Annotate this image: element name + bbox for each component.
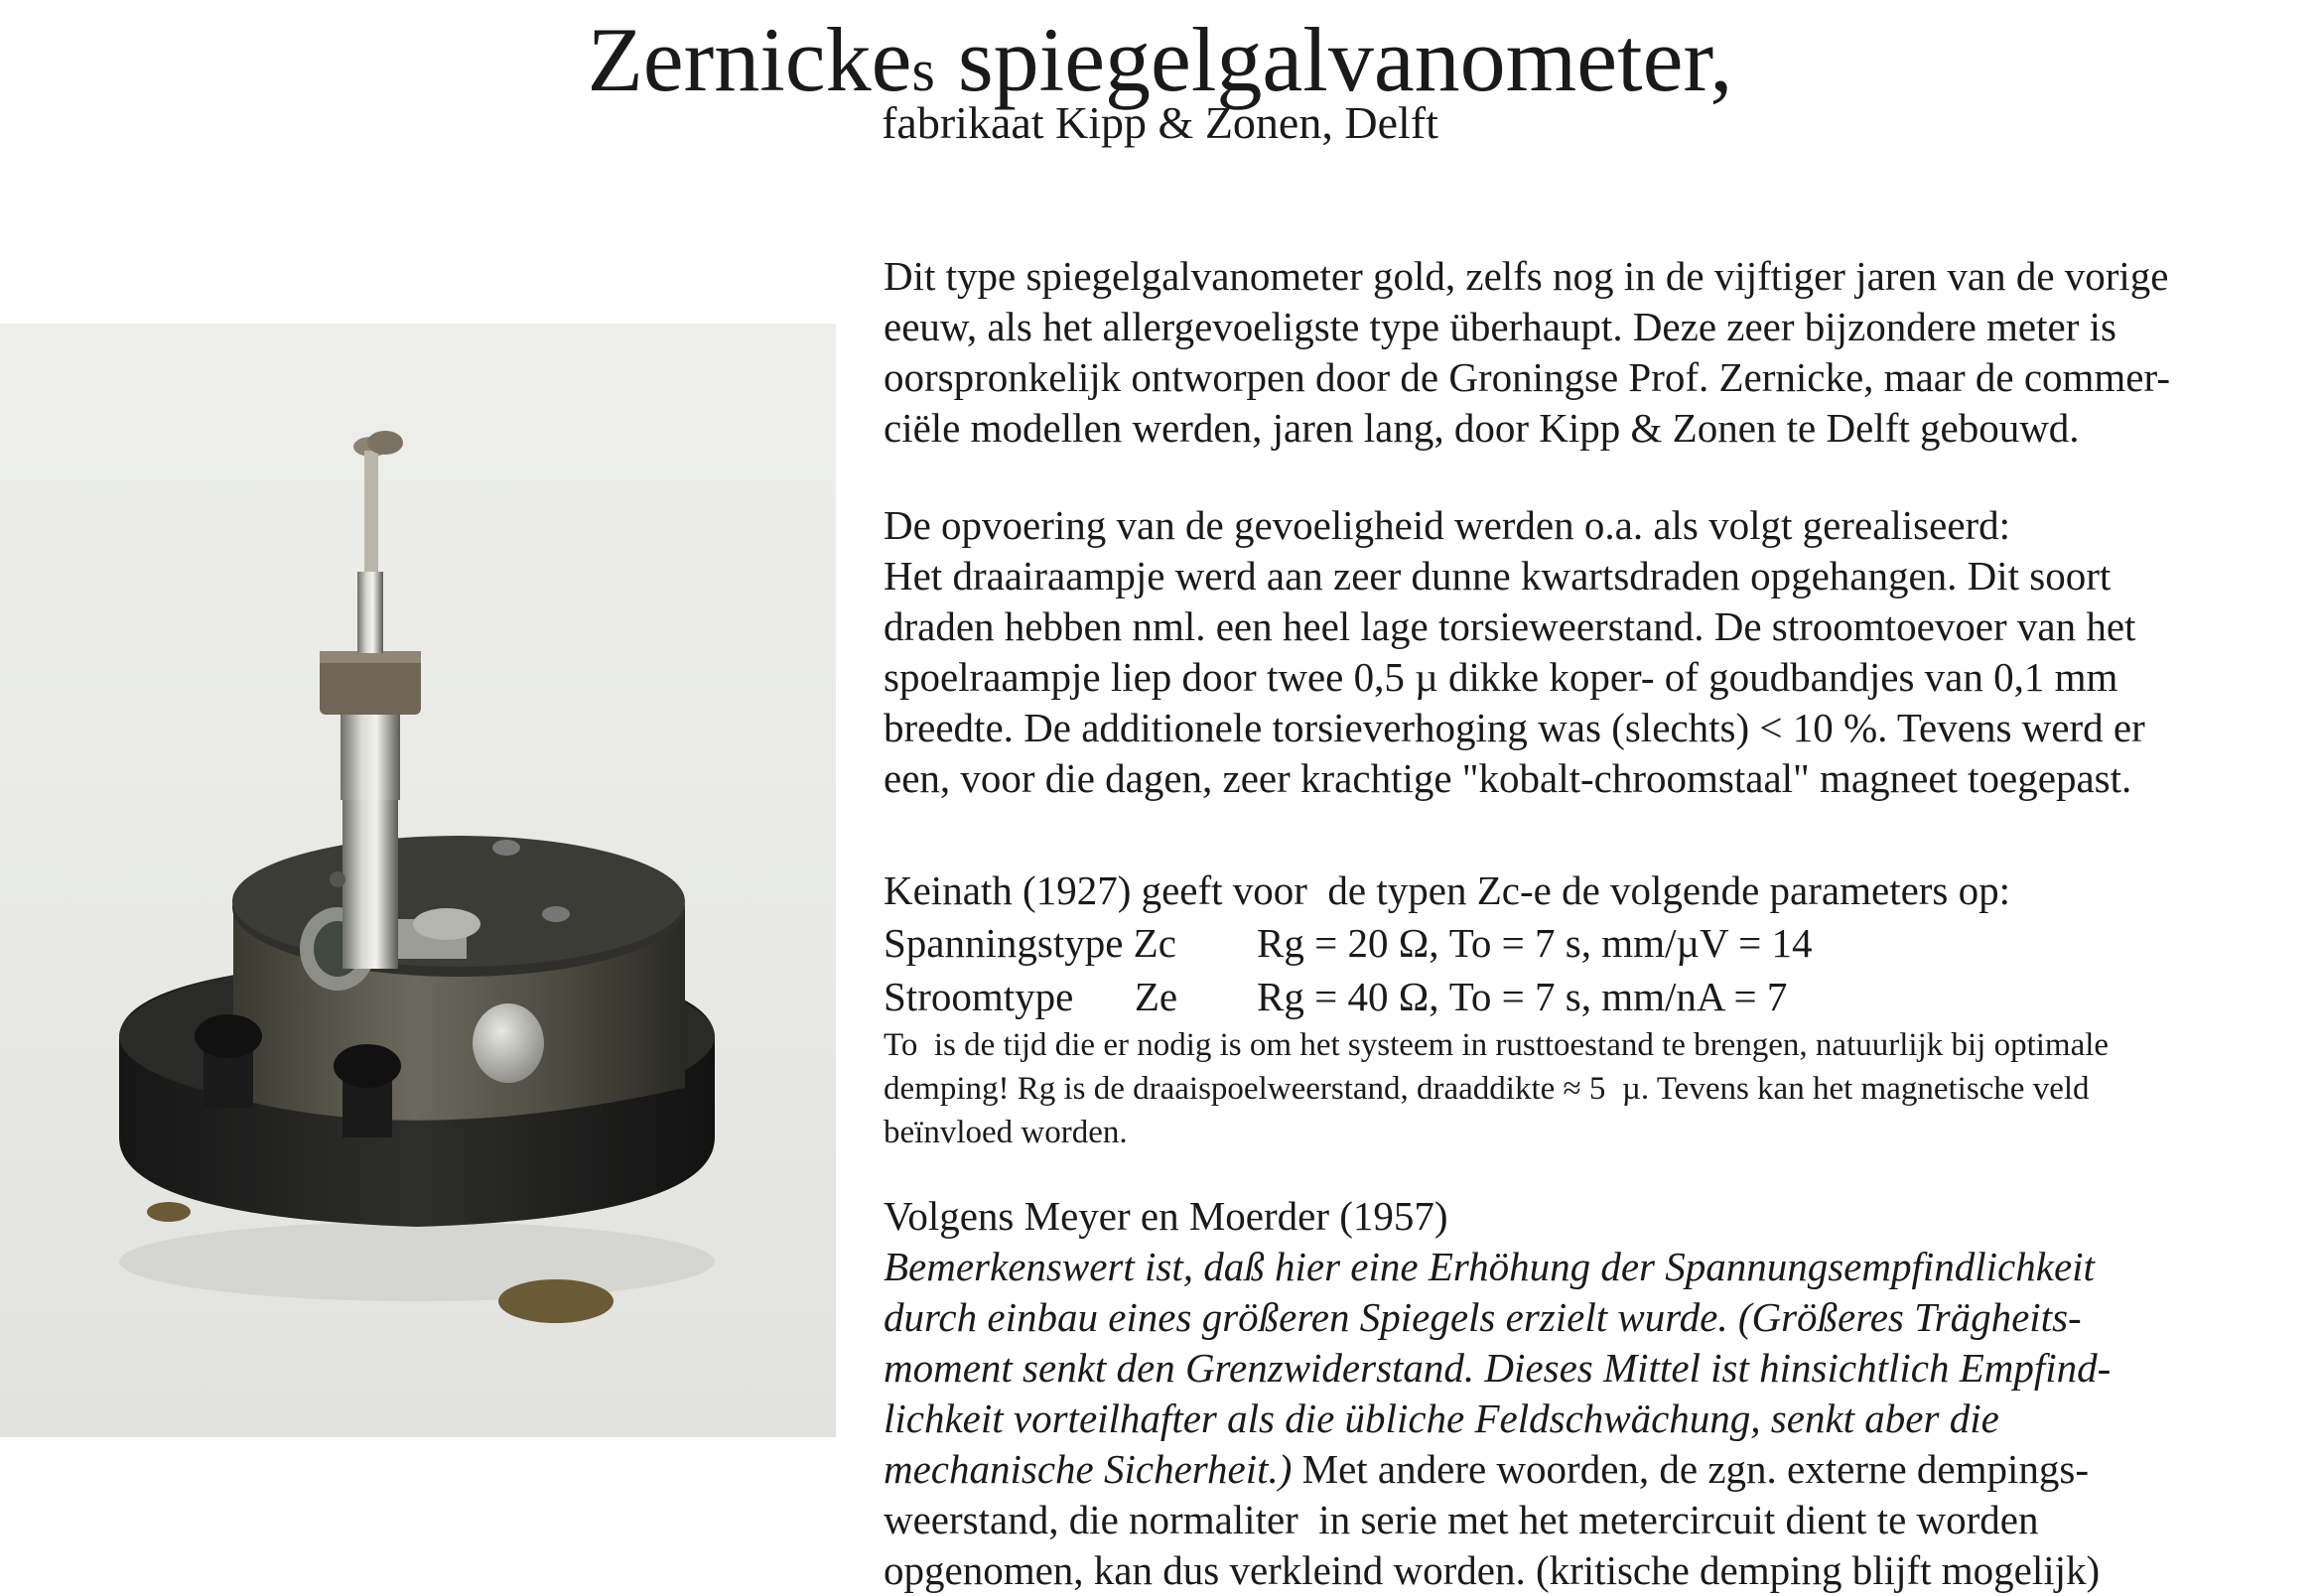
text-line: breedte. De additionele torsieverhoging was (slechts) < 10 %. Tevens werd er [884, 705, 2145, 750]
quote-line: lichkeit vorteilhafter als die übliche Feldschwächung, senkt aber die [884, 1396, 1999, 1441]
text-line: draden hebben nml. een heel lage torsieweerstand. De stroomtoevoer van het [884, 603, 2136, 649]
text-line: spoelraampje liep door twee 0,5 µ dikke koper- of goudbandjes van 0,1 mm [884, 654, 2118, 700]
text-line: oorspronkelijk ontworpen door de Groningse Prof. Zernicke, maar de commer- [884, 354, 2170, 400]
text-line: ciële modellen werden, jaren lang, door Kipp & Zonen te Delft gebouwd. [884, 405, 2080, 451]
sensitivity-paragraph [884, 500, 2319, 804]
galvanometer-photo [0, 324, 836, 1437]
page-subtitle: fabrikaat Kipp & Zonen, Delft [882, 97, 1438, 148]
param-row-ze [884, 970, 2319, 1023]
note-line: demping! Rg is de draaispoelweerstand, draaddikte ≈ 5 µ. Tevens kan het magnetische veld [884, 1071, 2090, 1107]
text-line: eeuw, als het allergevoeligste type überhaupt. Deze zeer bijzondere meter is [884, 304, 2116, 349]
quote-line: Bemerkenswert ist, daß hier eine Erhöhung der Spannungsempfindlichkeit [884, 1244, 2095, 1289]
text-line: Keinath (1927) geeft voor de typen Zc-e de volgende parameters op: [884, 867, 2011, 913]
text-line: Het draairaampje werd aan zeer dunne kwartsdraden opgehangen. Dit soort [884, 553, 2112, 598]
quote-end: mechanische Sicherheit.) [884, 1446, 1293, 1492]
param-values: Rg = 20 Ω, To = 7 s, mm/µV = 14 [1257, 920, 1813, 966]
text-continuation: Met andere woorden, de zgn. externe dempings- [1292, 1446, 2090, 1492]
param-values: Rg = 40 Ω, To = 7 s, mm/nA = 7 [1257, 974, 1788, 1019]
quote-line: durch einbau eines größeren Spiegels erzielt wurde. (Größeres Trägheits- [884, 1294, 2082, 1340]
note-line: beïnvloed worden. [884, 1115, 1128, 1150]
param-type: Stroomtype Ze [884, 974, 1178, 1019]
intro-paragraph [884, 251, 2319, 454]
text-line: opgenomen, kan dus verkleind worden. (kritische demping blijft mogelijk) [884, 1547, 2101, 1593]
meyer-moerder-section [884, 1191, 2319, 1596]
text-line: weerstand, die normaliter in serie met het metercircuit dient te worden [884, 1497, 2039, 1542]
section-heading: Volgens Meyer en Moerder (1957) [884, 1193, 1448, 1239]
text-line [884, 1444, 2319, 1495]
quote-line: moment senkt den Grenzwiderstand. Dieses Mittel ist hinsichtlich Empfind- [884, 1345, 2112, 1391]
note-line: To is de tijd die er nodig is om het systeem in rusttoestand te brengen, natuurlijk bij optimale [884, 1027, 2110, 1063]
param-type: Spanningstype Zc [884, 920, 1176, 966]
text-line: Dit type spiegelgalvanometer gold, zelfs nog in de vijftiger jaren van de vorige [884, 253, 2169, 299]
text-line: een, voor die dagen, zeer krachtige "kobalt-chroomstaal" magneet toegepast. [884, 755, 2132, 801]
param-row-zc [884, 916, 2319, 970]
page-title: Zernickes spiegelgalvanometer, [587, 9, 1733, 110]
text-line: De opvoering van de gevoeligheid werden o.a. als volgt gerealiseerd: [884, 502, 2011, 548]
parameters-section [884, 865, 2319, 1154]
